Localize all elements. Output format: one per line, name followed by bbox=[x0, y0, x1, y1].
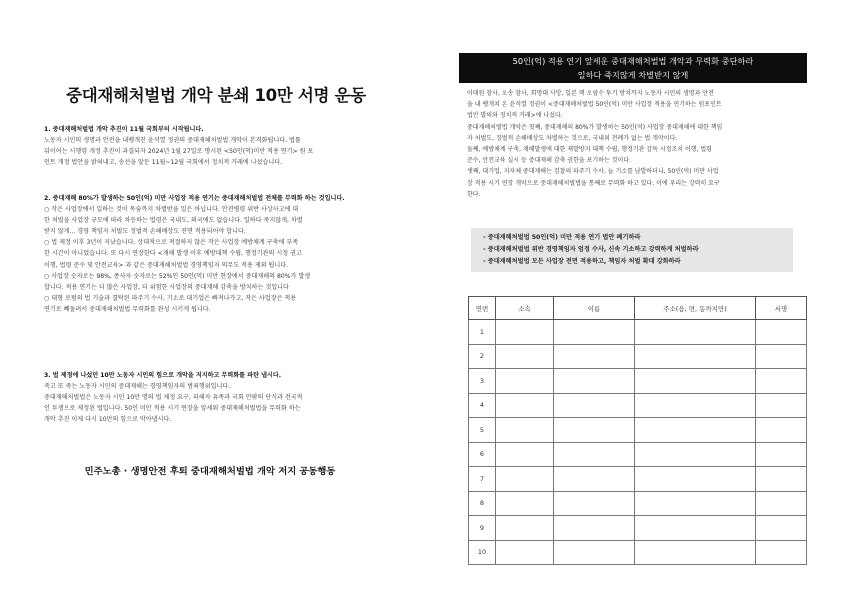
table-row bbox=[469, 540, 807, 565]
row-number: 2 bbox=[469, 344, 496, 369]
section-2 bbox=[44, 193, 376, 315]
section-1-line: 인트 개정 법안을 밝혀내고, 송선을 앞둔 11월~12월 국회에서 정치적 거래에 나섰습니다. bbox=[44, 159, 283, 167]
section-2-line: 한 시간이 아니었습니다. 또 다시 연장한다 <재해 발생 이후 예방대책 수립, 행정기관의 시정 권고 bbox=[44, 250, 302, 258]
section-3 bbox=[44, 370, 376, 425]
organization-name: 민주노총 · 생명안전 후퇴 중대재해처벌법 개악 저지 공동행동 bbox=[84, 466, 336, 477]
address-cell[interactable] bbox=[635, 467, 756, 492]
name-cell[interactable] bbox=[554, 369, 635, 394]
address-cell[interactable] bbox=[635, 393, 756, 418]
intro-line: 셋째, 대기업, 지자체 중대재해는 검찰의 파주기 수사, 늘 기소를 남발하더니, 50인(억) 미만 사업 bbox=[467, 168, 719, 176]
affiliation-cell[interactable] bbox=[496, 516, 554, 541]
section-1-heading: 1. 중대재해처벌법 개악 추진이 11월 국회부터 시작됩니다. bbox=[44, 126, 204, 133]
banner-line: 50인(억) 적용 연기 앞세운 중대재해처벌법 개악과 무력화 중단하라 bbox=[512, 56, 754, 66]
intro-line: 한다. bbox=[467, 190, 481, 198]
row-number: 8 bbox=[469, 491, 496, 516]
campaign-title: 중대재해처벌법 개악 분쇄 10만 서명 운동 bbox=[66, 86, 366, 105]
section-2-heading: 2. 중대재해 80%가 발생하는 50인(억) 미만 사업장 적용 연기는 중대재해처벌법 전체를 무력화 하는 것입니다. bbox=[44, 195, 345, 202]
column-header-signature: 서명 bbox=[756, 297, 807, 320]
name-cell[interactable] bbox=[554, 320, 635, 345]
row-number: 6 bbox=[469, 442, 496, 467]
signature-cell[interactable] bbox=[756, 467, 807, 492]
demand-item: - 중대재해처벌법 50인(억) 미만 적용 연기 법안 폐기하라 bbox=[483, 234, 641, 241]
affiliation-cell[interactable] bbox=[496, 540, 554, 565]
address-cell[interactable] bbox=[635, 442, 756, 467]
section-1-line: 뒤이어는 시행령 개정 추진이 과결되자 2024년 1월 27일로 명시된 <50인(억)미만 적용 연기> 원 포 bbox=[44, 148, 314, 156]
row-number: 1 bbox=[469, 320, 496, 345]
row-number: 5 bbox=[469, 418, 496, 443]
name-cell[interactable] bbox=[554, 393, 635, 418]
section-2-line: 연기로 빼돌려서 중대재해처벌법 무력화를 완성 시키게 됩니다. bbox=[44, 305, 211, 313]
address-cell[interactable] bbox=[635, 320, 756, 345]
intro-line: 법안 발의와 정치적 거래>에 나섰다. bbox=[467, 112, 563, 120]
intro-line: 장 적용 시기 연장 개악으로 중대재해처벌법을 통째로 무력화 하고 있다. 이에 우리는 강력히 요구 bbox=[467, 179, 720, 187]
section-2-line: 합니다. 적용 연기는 더 많은 사업장, 더 위험한 사업장의 중대재해 감축을 방치하는 것입니다 bbox=[44, 283, 289, 291]
column-header-name: 이름 bbox=[554, 297, 635, 320]
table-row bbox=[469, 418, 807, 443]
signature-table bbox=[468, 296, 807, 565]
name-cell[interactable] bbox=[554, 418, 635, 443]
banner-line: 일하다 죽지않게 차별받지 않게 bbox=[577, 70, 689, 80]
address-cell[interactable] bbox=[635, 491, 756, 516]
affiliation-cell[interactable] bbox=[496, 442, 554, 467]
table-row bbox=[469, 491, 807, 516]
signature-cell[interactable] bbox=[756, 344, 807, 369]
table-header-row bbox=[469, 297, 807, 320]
signature-cell[interactable] bbox=[756, 540, 807, 565]
address-cell[interactable] bbox=[635, 418, 756, 443]
section-2-line: 받지 않게... 경영 책임자 처벌도 정벌적 손해배상도 전면 적용되어야 합니다. bbox=[44, 228, 246, 236]
slogan-banner bbox=[459, 53, 807, 83]
table-row bbox=[469, 516, 807, 541]
signature-cell[interactable] bbox=[756, 320, 807, 345]
name-cell[interactable] bbox=[554, 540, 635, 565]
signature-cell[interactable] bbox=[756, 369, 807, 394]
section-2-line: ○ 작은 사업장에서 일하는 것이 목숨까지 차별받을 일은 아닙니다. 안전병령 위반 사상사고에 대 bbox=[44, 206, 299, 214]
section-2-line: 한 처벌을 사업장 규모에 따라 차등하는 법령은 국내도, 외국에도 없습니다. 일하다 죽지않게, 차별 bbox=[44, 217, 303, 225]
address-cell[interactable] bbox=[635, 344, 756, 369]
address-cell[interactable] bbox=[635, 516, 756, 541]
intro-line: 둘째, 예방체계 구축, 재해발생에 대한 재발방지 대책 수립, 행정기관 감독 시정조치 이행, 법령 bbox=[467, 146, 712, 154]
affiliation-cell[interactable] bbox=[496, 344, 554, 369]
name-cell[interactable] bbox=[554, 516, 635, 541]
column-header-affiliation: 소속 bbox=[496, 297, 554, 320]
intro-line: 중대재해처벌법 개악은 첫째, 중대재해의 80%가 발생하는 50인(억) 사업장 중대재해에 대한 책임 bbox=[467, 123, 723, 131]
table-row bbox=[469, 442, 807, 467]
section-2-line: ○ 법 제정 이후 3년이 지났습니다. 상대적으로 적절하지 않은 작은 사업장 예방체계 구축에 부족 bbox=[44, 239, 299, 247]
section-3-line: 개악 추진 이제 다시 10만의 힘으로 막아냅시다. bbox=[44, 416, 172, 424]
affiliation-cell[interactable] bbox=[496, 491, 554, 516]
table-row bbox=[469, 467, 807, 492]
affiliation-cell[interactable] bbox=[496, 320, 554, 345]
demand-item: - 중대재해처벌법 모든 사업장 전면 적용하고, 책임자 처벌 확대 강화하라 bbox=[483, 258, 681, 265]
affiliation-cell[interactable] bbox=[496, 467, 554, 492]
column-header-number: 연번 bbox=[469, 297, 496, 320]
intro-line: 자 처벌도, 징벌적 손해배상도 차별하는 것으로, 국내외 전례가 없는 법 개악이다. bbox=[467, 134, 678, 142]
demand-item: - 중대재해처벌법 위반 경영책임자 엄정 수사, 신속 기소하고 강력하게 처벌하라 bbox=[483, 246, 699, 253]
section-3-line: 인 투쟁으로 제정된 법입니다. 50인 미만 적용 시기 연장을 앞세워 중대재해처벌법을 무력화 하는 bbox=[44, 405, 301, 413]
signature-cell[interactable] bbox=[756, 516, 807, 541]
name-cell[interactable] bbox=[554, 467, 635, 492]
address-cell[interactable] bbox=[635, 369, 756, 394]
right-page bbox=[421, 0, 842, 595]
row-number: 9 bbox=[469, 516, 496, 541]
section-2-line: ○ 사업장 숫자로는 98%, 종사자 숫자로는 52%인 50인(억) 미만 현장에서 중대재해의 80%가 발생 bbox=[44, 272, 311, 280]
table-row bbox=[469, 344, 807, 369]
demands-box bbox=[471, 228, 793, 272]
section-2-line: 이행, 법령 준수 및 안전교육> 과 같은 중대재해처벌법 경영책임자 의무도 적용 제외 됩니다. bbox=[44, 261, 289, 269]
section-2-line: ○ 대형 로펌의 법 기술과 결탁된 파주기 수사, 기소로 대기업은 빠져나가고, 작은 사업장은 적용 bbox=[44, 294, 297, 302]
intro-line: 이태원 참사, 오송 참사, 회명대 사망, 일본 핵 오염수 투기 방치까지 노동자 시민의 생명과 안전 bbox=[467, 90, 714, 97]
section-3-line: 죽고 또 죽는 노동자 시민의 중대재해는 경영책임자의 범죄행위입니다. bbox=[44, 383, 231, 391]
row-number: 4 bbox=[469, 393, 496, 418]
intro-text bbox=[459, 88, 807, 200]
affiliation-cell[interactable] bbox=[496, 393, 554, 418]
signature-cell[interactable] bbox=[756, 442, 807, 467]
signature-cell[interactable] bbox=[756, 418, 807, 443]
column-header-address: 주소(읍, 면, 동까지만) bbox=[635, 297, 756, 320]
section-3-heading: 3. 법 제정에 나섰던 10만 노동자 시민의 힘으로 개악을 저지하고 무력화를 파탄 냅시다. bbox=[44, 372, 282, 379]
name-cell[interactable] bbox=[554, 491, 635, 516]
intro-line: 준수, 안전교육 실시 등 중대재해 감축 권한을 포기하는 것이다. bbox=[467, 157, 631, 165]
row-number: 10 bbox=[469, 540, 496, 565]
row-number: 3 bbox=[469, 369, 496, 394]
name-cell[interactable] bbox=[554, 442, 635, 467]
section-3-line: 중대재해처벌법은 노동자 시민 10만 명의 법 제정 요구, 피해자 유족과 국회 안팎의 단식과 전국적 bbox=[44, 394, 303, 402]
signature-cell[interactable] bbox=[756, 393, 807, 418]
name-cell[interactable] bbox=[554, 344, 635, 369]
affiliation-cell[interactable] bbox=[496, 369, 554, 394]
signature-cell[interactable] bbox=[756, 491, 807, 516]
row-number: 7 bbox=[469, 467, 496, 492]
address-cell[interactable] bbox=[635, 540, 756, 565]
table-row bbox=[469, 393, 807, 418]
table-row bbox=[469, 320, 807, 345]
section-1 bbox=[44, 124, 376, 168]
affiliation-cell[interactable] bbox=[496, 418, 554, 443]
intro-line: 을 내 팽개쳐 온 윤석열 정권이 <중대재해처벌법 50인(억) 미만 사업장 적용을 연기하는 원포인트 bbox=[467, 101, 722, 109]
table-row bbox=[469, 369, 807, 394]
section-1-line: 노동자 시민의 생명과 안전을 내팽개친 윤석열 정권의 중대재해처벌법 개악이 본격화됩니다. 법률 bbox=[44, 137, 301, 145]
